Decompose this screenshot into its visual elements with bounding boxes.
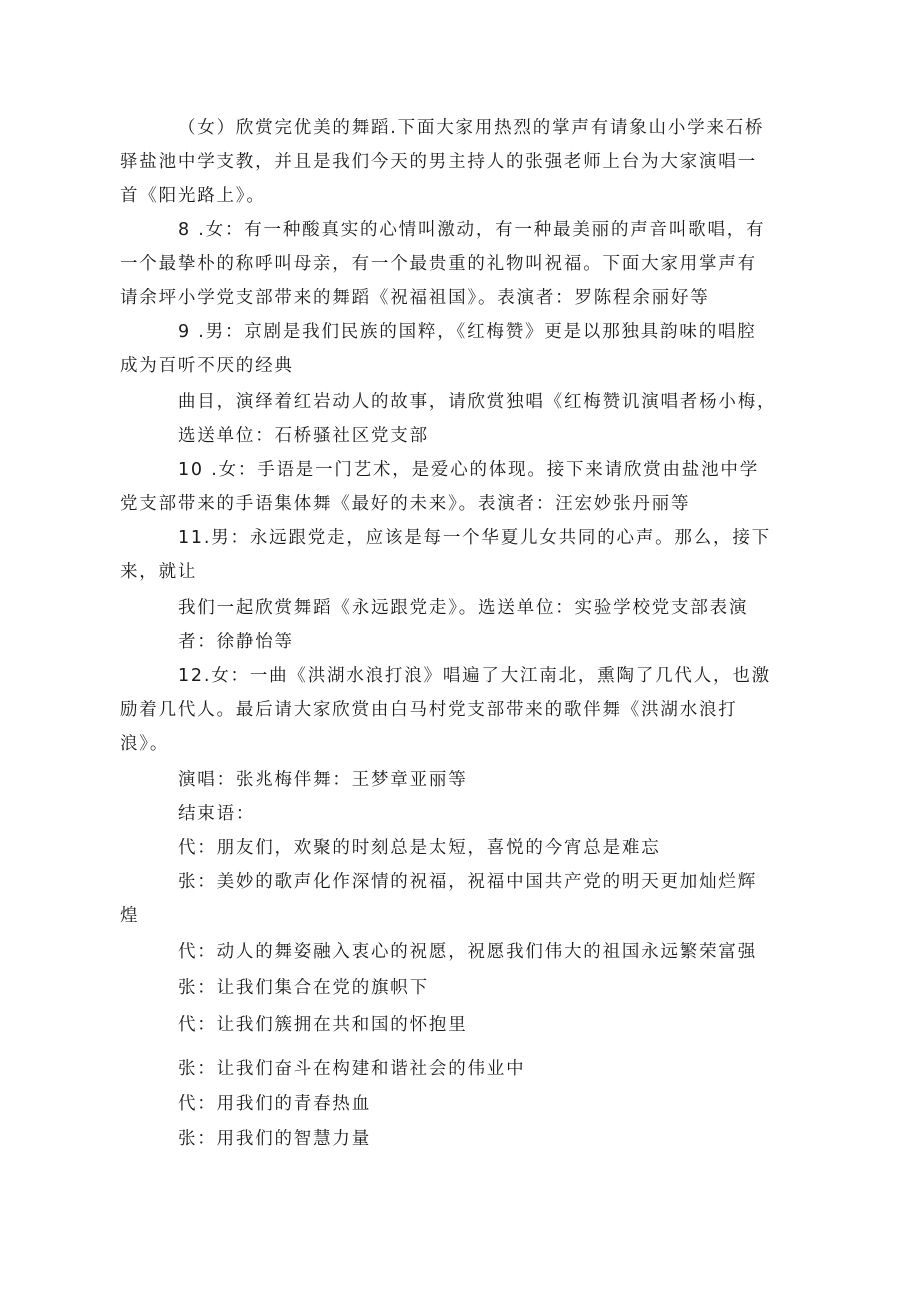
text-line: 张：让我们奋斗在构建和谐社会的伟业中 (178, 1059, 526, 1079)
text-line: 代：让我们簇拥在共和国的怀抱里 (178, 1015, 468, 1035)
text-line: 选送单位：石桥骚社区党支部 (178, 426, 429, 446)
text-line: 曲目，演绎着红岩动人的故事，请欣赏独唱《红梅赞讥演唱者杨小梅， (178, 392, 777, 412)
text-line: 成为百听不厌的经典 (120, 356, 294, 376)
text-line: 首《阳光路上》。 (120, 186, 266, 206)
text-line: 张：美妙的歌声化作深情的祝福，祝福中国共产党的明天更加灿烂辉 (178, 872, 757, 892)
text-line: 代：用我们的青春热血 (178, 1094, 371, 1114)
text-line: 9 .男：京剧是我们民族的国粹，《红梅赞》更是以那独具韵味的唱腔 (178, 322, 757, 342)
text-line: 10 .女：手语是一门艺术，是爱心的体现。接下来请欣赏由盐池中学 (178, 460, 759, 480)
text-line: 者：徐静怡等 (178, 632, 294, 652)
text-line: 煌 (120, 906, 140, 926)
text-line: 请余坪小学党支部带来的舞蹈《祝福祖国》。表演者：罗陈程余丽好等 (120, 288, 710, 308)
text-line: 12.女：一曲《洪湖水浪打浪》唱遍了大江南北，熏陶了几代人，也激 (178, 666, 771, 686)
text-line: 8 .女：有一种酸真实的心情叫激动，有一种最美丽的声音叫歌唱，有 (178, 220, 766, 240)
text-line: 张：让我们集合在党的旗帜下 (178, 978, 429, 998)
text-line: 来，就让 (120, 562, 198, 582)
text-line: 代：动人的舞姿融入衷心的祝愿，祝愿我们伟大的祖国永远繁荣富强 (178, 942, 757, 962)
text-line: （女）欣赏完优美的舞蹈.下面大家用热烈的掌声有请象山小学来石桥 (178, 118, 765, 138)
text-line: 11.男：永远跟党走，应该是每一个华夏儿女共同的心声。那么，接下 (178, 528, 771, 548)
text-line: 演唱：张兆梅伴舞：王梦章亚丽等 (178, 770, 468, 790)
text-line: 我们一起欣赏舞蹈《永远跟党走》。选送单位：实验学校党支部表演 (178, 598, 749, 618)
text-line: 浪》。 (120, 734, 170, 754)
text-line: 一个最挚朴的称呼叫母亲，有一个最贵重的礼物叫祝福。下面大家用掌声有 (120, 254, 757, 274)
text-line: 张：用我们的智慧力量 (178, 1129, 371, 1149)
text-line: 驿盐池中学支教，并且是我们今天的男主持人的张强老师上台为大家演唱一 (120, 152, 757, 172)
text-line: 励着几代人。最后请大家欣赏由白马村党支部带来的歌伴舞《洪湖水浪打 (120, 700, 738, 720)
text-line: 代：朋友们，欢聚的时刻总是太短，喜悦的今宵总是难忘 (178, 838, 661, 858)
text-line: 结束语： (178, 804, 256, 824)
text-line: 党支部带来的手语集体舞《最好的未来》。表演者：汪宏妙张丹丽等 (120, 494, 691, 514)
